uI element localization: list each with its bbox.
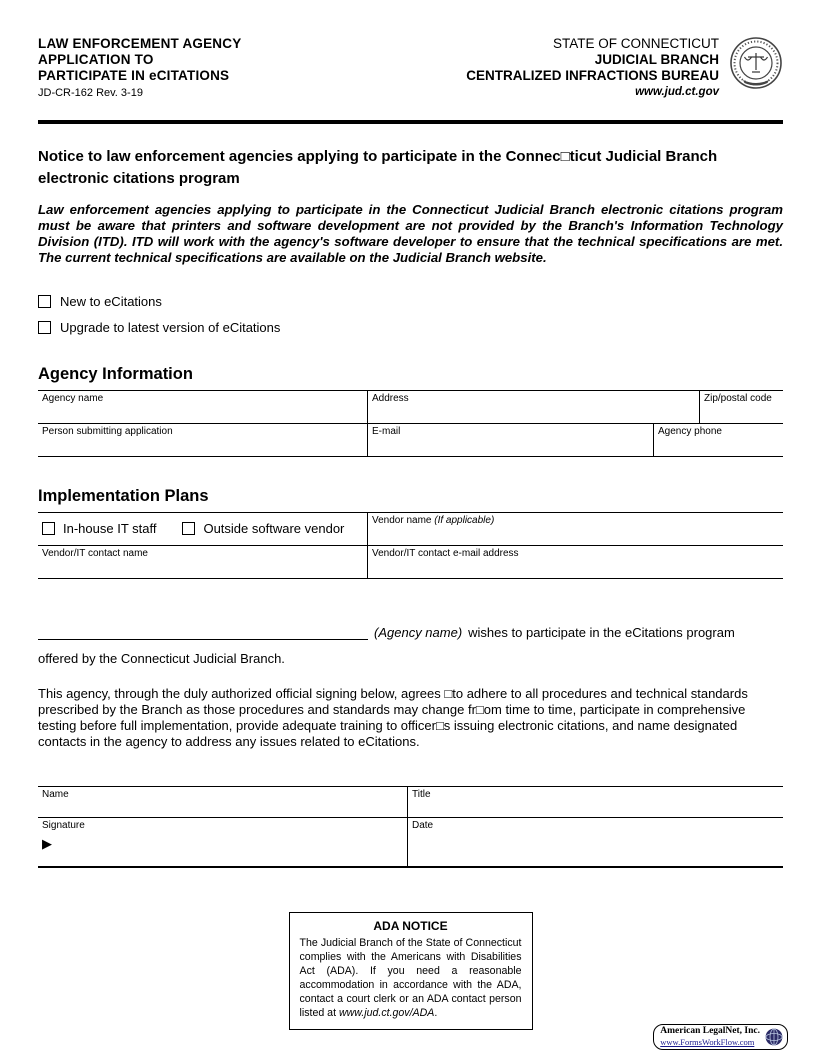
form-number: JD-CR-162 Rev. 3-19: [38, 87, 143, 99]
upgrade-ecitations-checkbox[interactable]: [38, 321, 51, 334]
form-title-line: APPLICATION TO: [38, 52, 154, 67]
participation-statement: [38, 625, 783, 640]
email-label: E-mail: [372, 425, 401, 437]
form-title-line: LAW ENFORCEMENT AGENCY: [38, 36, 242, 51]
vendor-contact-email-field[interactable]: [368, 546, 783, 578]
connecticut-judicial-seal-icon: [729, 36, 783, 90]
ada-notice-title: ADA NOTICE: [373, 918, 448, 933]
address-label: Address: [372, 392, 409, 404]
agency-name-blank[interactable]: [38, 625, 368, 640]
signature-label: Signature: [42, 819, 85, 831]
signature-field[interactable]: [38, 818, 408, 866]
implementation-plans-table: [38, 512, 783, 579]
ada-notice-body: [300, 936, 522, 1020]
agency-information-table: [38, 390, 783, 457]
vendor-contact-name-field[interactable]: [38, 546, 368, 578]
agency-name-placeholder-label: (Agency name): [374, 624, 463, 640]
date-field[interactable]: [408, 818, 783, 866]
zip-label: Zip/postal code: [704, 392, 772, 404]
state-line: STATE OF CONNECTICUT: [553, 36, 719, 51]
agency-information-heading: Agency Information: [38, 364, 193, 383]
legalnet-company: American LegalNet, Inc.: [660, 1026, 760, 1036]
inhouse-it-checkbox[interactable]: [42, 522, 55, 535]
vendor-contact-email-label: Vendor/IT contact e-mail address: [372, 547, 519, 559]
bureau-line: CENTRALIZED INFRACTIONS BUREAU: [466, 68, 719, 83]
agency-name-field[interactable]: [38, 391, 368, 423]
form-title-line: PARTICIPATE IN eCITATIONS: [38, 68, 230, 83]
globe-icon: [765, 1028, 783, 1046]
new-to-ecitations-label: New to eCitations: [60, 293, 162, 309]
legalnet-badge: [653, 1024, 788, 1050]
implementation-plans-heading: Implementation Plans: [38, 486, 209, 505]
upgrade-ecitations-label: Upgrade to latest version of eCitations: [60, 319, 281, 335]
it-staff-options-cell: [38, 513, 368, 545]
form-title-block: [38, 36, 241, 99]
agency-header-block: [466, 36, 783, 100]
person-submitting-label: Person submitting application: [42, 425, 173, 437]
legalnet-site-link[interactable]: www.FormsWorkFlow.com: [660, 1037, 755, 1047]
title-field[interactable]: [408, 787, 783, 817]
header: [38, 36, 783, 100]
inhouse-it-label: In-house IT staff: [63, 521, 157, 536]
agency-name-label: Agency name: [42, 392, 104, 404]
ada-body-tail: .: [434, 1006, 438, 1019]
outside-vendor-label: Outside software vendor: [203, 521, 345, 536]
vendor-name-label: Vendor name: [372, 514, 435, 526]
vendor-contact-name-label: Vendor/IT contact name: [42, 547, 148, 559]
name-label: Name: [42, 788, 69, 800]
agreement-paragraph: This agency, through the duly authorized official signing below, agrees □to adhere to all procedures and technical standards prescribed by the Branch as those procedures and standards may change fr□om time to time, participate in comprehensive testing before full implementation, provide adequate training to officer□s issuing electronic citations, and name designated contacts in the agency to address any issues related to eCitations.: [38, 685, 748, 749]
notice-body: Law enforcement agencies applying to participate in the Connecticut Judicial Branch electronic citations program must be aware that printers and software development are not provided by the Branch's Information Technology Division (ITD). ITD will work with the agency's software developer to ensure that the technical specifications are met. The current technical specifications are available on the Judicial Branch website.: [38, 201, 783, 265]
ada-link-text: www.jud.ct.gov/ADA: [338, 1006, 435, 1019]
zip-field[interactable]: [700, 391, 783, 423]
outside-vendor-checkbox[interactable]: [182, 522, 195, 535]
agency-phone-label: Agency phone: [658, 425, 722, 437]
signature-arrow-icon: ▶: [42, 835, 52, 851]
person-submitting-field[interactable]: [38, 424, 368, 456]
ada-notice-box: [289, 912, 533, 1030]
title-label: Title: [412, 788, 431, 800]
address-field[interactable]: [368, 391, 700, 423]
signature-table: [38, 786, 783, 868]
statement-line2: offered by the Connecticut Judicial Branch.: [38, 650, 285, 666]
email-field[interactable]: [368, 424, 654, 456]
branch-line: JUDICIAL BRANCH: [594, 52, 719, 67]
inhouse-it-option[interactable]: [42, 521, 156, 536]
date-label: Date: [412, 819, 434, 831]
vendor-name-field[interactable]: [368, 513, 783, 545]
upgrade-ecitations-option[interactable]: [38, 320, 783, 335]
new-to-ecitations-checkbox[interactable]: [38, 295, 51, 308]
name-field[interactable]: [38, 787, 408, 817]
outside-vendor-option[interactable]: [182, 521, 344, 536]
agency-phone-field[interactable]: [654, 424, 783, 456]
website-text: www.jud.ct.gov: [635, 86, 719, 98]
statement-line1: wishes to participate in the eCitations program: [468, 624, 735, 640]
new-to-ecitations-option[interactable]: [38, 294, 783, 309]
ada-body-text: The Judicial Branch of the State of Connecticut complies with the Americans with Disabilities Act (ADA). If you need a reasonable accommodation in accordance with the ADA, contact a court clerk or an ADA contact person listed at: [299, 936, 522, 1019]
notice-title: Notice to law enforcement agencies applying to participate in the Connec□ticut Judicial Branch electronic citations program: [38, 148, 718, 187]
vendor-name-note: (If applicable): [434, 514, 495, 526]
header-divider: [38, 120, 783, 124]
